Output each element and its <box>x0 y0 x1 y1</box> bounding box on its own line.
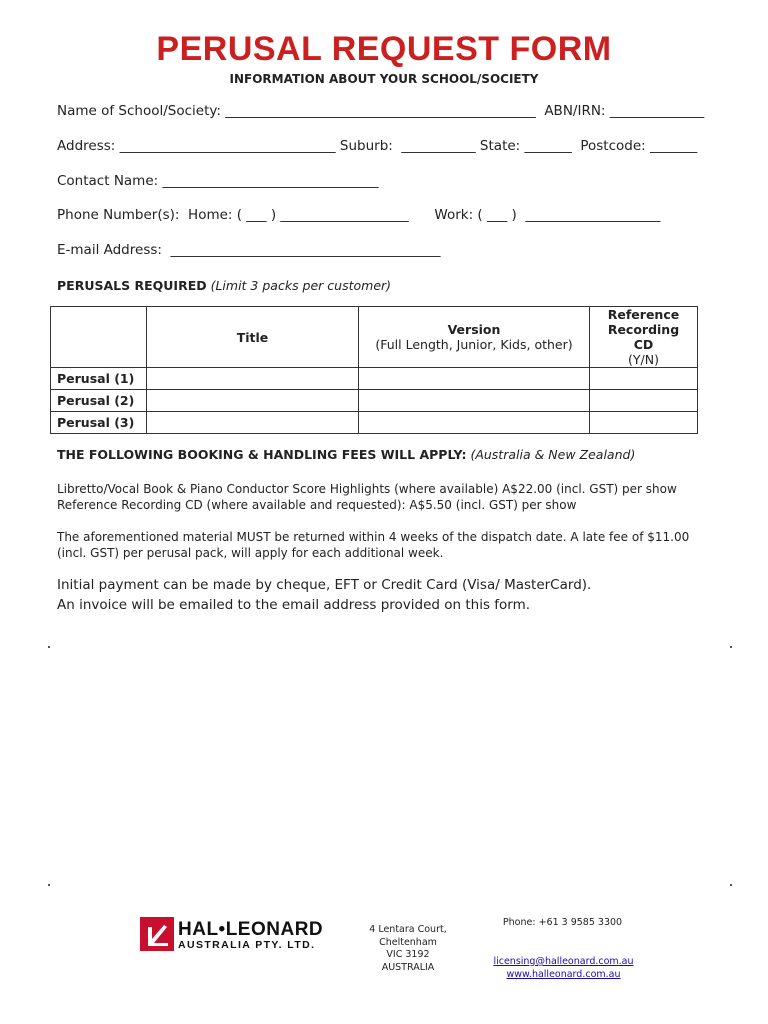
version-column-header: Version (Full Length, Junior, Kids, other) <box>359 307 590 368</box>
margin-mark <box>48 884 50 886</box>
fees-heading-note: (Australia & New Zealand) <box>470 447 636 462</box>
contact-links <box>486 956 641 981</box>
label-column-header <box>51 307 147 368</box>
payment-line-1: Initial payment can be made by cheque, EFT or Credit Card (Visa/ MasterCard). <box>57 577 592 593</box>
email-link[interactable]: licensing@halleonard.com.au <box>493 956 634 967</box>
phone-contact: Phone: +61 3 9585 3300 <box>502 917 623 928</box>
table-row <box>51 412 698 434</box>
perusal-3-cd-cell[interactable] <box>590 412 698 434</box>
return-note: The aforementioned material MUST be returned within 4 weeks of the dispatch date. A late fee of $11.00 (incl. GST) per perusal pack, will apply for each additional week. <box>57 530 690 560</box>
perusals-heading <box>57 278 391 293</box>
website-link[interactable]: www.halleonard.com.au <box>506 968 621 980</box>
perusals-heading-note: (Limit 3 packs per customer) <box>210 278 392 293</box>
payment-info <box>57 575 737 615</box>
hal-leonard-logo <box>140 917 330 955</box>
school-name-field[interactable]: Name of School/Society: ______________________________________________ ABN/IRN: ______________ <box>57 103 705 119</box>
perusal-2-title-cell[interactable] <box>147 390 359 412</box>
payment-line-2: An invoice will be emailed to the email address provided on this form. <box>57 597 531 613</box>
fees-heading-bold: THE FOLLOWING BOOKING & HANDLING FEES WILL APPLY: <box>57 447 467 462</box>
perusal-3-title-cell[interactable] <box>147 412 359 434</box>
table-row <box>51 390 698 412</box>
perusals-table <box>50 306 698 434</box>
form-title: PERUSAL REQUEST FORM <box>156 30 612 68</box>
perusal-2-version-cell[interactable] <box>359 390 590 412</box>
margin-mark <box>730 884 732 886</box>
postal-address: 4 Lentara Court, Cheltenham VIC 3192 AUSTRALIA <box>369 924 447 973</box>
phone-number-field[interactable]: Phone Number(s): Home: ( ___ ) ___________________ Work: ( ___ ) ____________________ <box>57 207 661 223</box>
fee-cd-line: Reference Recording CD (where available and requested): A$5.50 (incl. GST) per show <box>57 498 577 512</box>
reference-cd-column-header: Reference Recording CD (Y/N) <box>590 307 698 368</box>
logo-subtext: AUSTRALIA PTY. LTD. <box>178 939 316 951</box>
address-field[interactable]: Address: ________________________________ Suburb: ___________ State: _______ Postcode: _______ <box>57 138 698 154</box>
perusal-1-cd-cell[interactable] <box>590 368 698 390</box>
fees-details <box>57 481 717 513</box>
perusal-2-cd-cell[interactable] <box>590 390 698 412</box>
table-row <box>51 368 698 390</box>
perusals-heading-bold: PERUSALS REQUIRED <box>57 278 207 293</box>
title-column-header: Title <box>147 307 359 368</box>
email-address-field[interactable]: E-mail Address: ________________________________________ <box>57 242 441 258</box>
margin-mark <box>730 646 732 648</box>
perusal-1-title-cell[interactable] <box>147 368 359 390</box>
logo-wordmark: HAL•LEONARD <box>178 919 324 940</box>
perusal-3-label: Perusal (3) <box>51 412 147 434</box>
contact-name-field[interactable]: Contact Name: ________________________________ <box>57 173 379 189</box>
form-subtitle: INFORMATION ABOUT YOUR SCHOOL/SOCIETY <box>229 72 539 86</box>
perusal-1-label: Perusal (1) <box>51 368 147 390</box>
perusal-1-version-cell[interactable] <box>359 368 590 390</box>
logo-mark-icon <box>140 917 174 951</box>
fees-heading <box>57 447 635 462</box>
perusal-3-version-cell[interactable] <box>359 412 590 434</box>
table-header-row <box>51 307 698 368</box>
perusal-2-label: Perusal (2) <box>51 390 147 412</box>
margin-mark <box>48 646 50 648</box>
fee-libretto-line: Libretto/Vocal Book & Piano Conductor Score Highlights (where available) A$22.00 (incl. GST) per show <box>57 482 677 496</box>
